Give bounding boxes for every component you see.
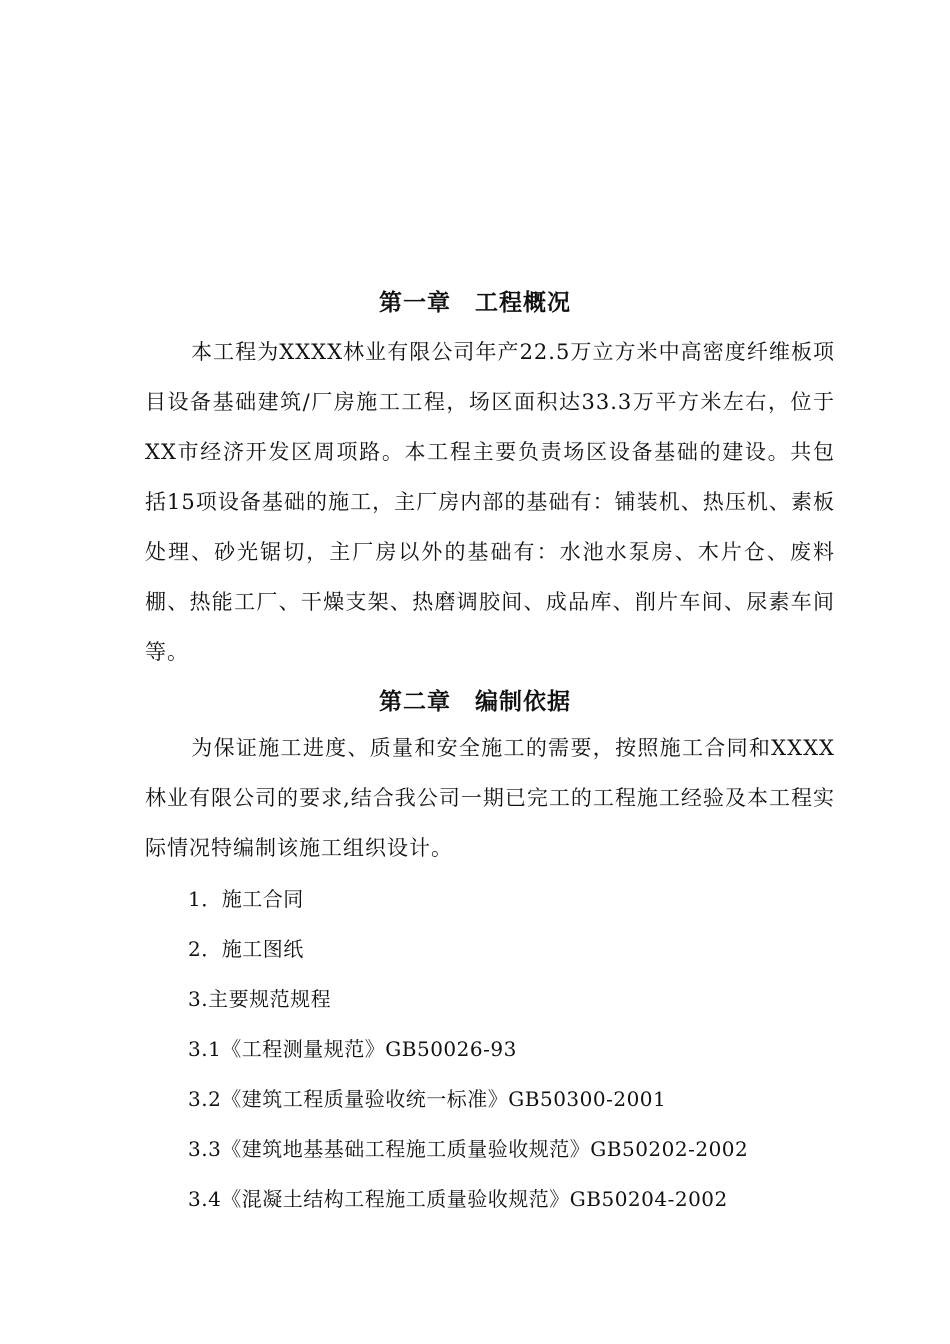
chapter-2-paragraph: [145, 723, 835, 873]
chapter-1-paragraph: [145, 327, 835, 677]
basis-item-standard-3-3: 3.3《建筑地基基础工程施工质量验收规范》GB50202-2002: [188, 1137, 749, 1161]
chapter-1-paragraph-text: 本工程为XXXX林业有限公司年产22.5万立方米中高密度纤维板项目设备基础建筑/厂房施工工程，场区面积达33.3万平方米左右，位于XX市经济开发区周项路。本工程主要负责场区设备基础的建设。共包括15项设备基础的施工，主厂房内部的基础有：铺装机、热压机、素板处理、砂光锯切，主厂房以外的基础有：水池水泵房、木片仓、废料棚、热能工厂、干燥支架、热磨调胶间、成品库、削片车间、尿素车间等。: [145, 340, 835, 664]
chapter-2-title: 第二章 编制依据: [379, 689, 571, 715]
basis-item-standard-3-1: 3.1《工程测量规范》GB50026-93: [188, 1037, 517, 1061]
basis-item-standard-3-4: 3.4《混凝土结构工程施工质量验收规范》GB50204-2002: [188, 1187, 728, 1211]
chapter-1-title: 第一章 工程概况: [379, 290, 571, 316]
basis-item-drawings: 2．施工图纸: [188, 937, 304, 961]
basis-item-standard-3-2: 3.2《建筑工程质量验收统一标准》GB50300-2001: [188, 1087, 667, 1111]
chapter-2-paragraph-text: 为保证施工进度、质量和安全施工的需要，按照施工合同和XXXX林业有限公司的要求,结合我公司一期已完工的工程施工经验及本工程实际情况特编制该施工组织设计。: [145, 736, 835, 860]
basis-item-contract: 1．施工合同: [188, 887, 304, 911]
basis-item-standards: 3.主要规范规程: [188, 987, 332, 1011]
